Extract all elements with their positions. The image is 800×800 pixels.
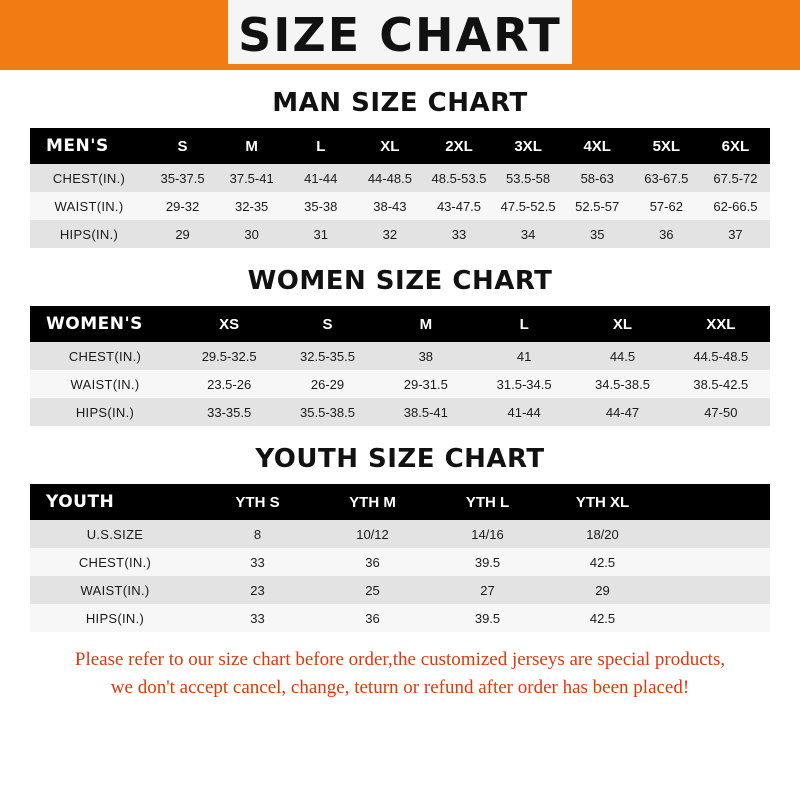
cell: 35 xyxy=(563,220,632,248)
cell: 25 xyxy=(315,576,430,604)
cell: 36 xyxy=(315,604,430,632)
cell: 26-29 xyxy=(278,370,376,398)
cell: 39.5 xyxy=(430,548,545,576)
cell: 29 xyxy=(148,220,217,248)
column-header-s: S xyxy=(278,306,376,342)
cell: 32.5-35.5 xyxy=(278,342,376,370)
row-label-chest: CHEST(IN.) xyxy=(30,548,200,576)
row-label-hips: HIPS(IN.) xyxy=(30,604,200,632)
table-row xyxy=(30,576,770,604)
cell: 37 xyxy=(701,220,770,248)
cell: 44.5-48.5 xyxy=(672,342,770,370)
cell: 29.5-32.5 xyxy=(180,342,278,370)
man-size-table xyxy=(30,128,770,248)
women-size-table xyxy=(30,306,770,426)
section-title-youth: YOUTH SIZE CHART xyxy=(255,444,545,474)
page-title: SIZE CHART xyxy=(238,8,562,62)
row-label-chest: CHEST(IN.) xyxy=(30,342,180,370)
column-header-m: M xyxy=(217,128,286,164)
column-header-s: S xyxy=(148,128,217,164)
cell: 33-35.5 xyxy=(180,398,278,426)
cell-spacer xyxy=(660,604,770,632)
cell: 52.5-57 xyxy=(563,192,632,220)
cell: 42.5 xyxy=(545,548,660,576)
table-row xyxy=(30,192,770,220)
policy-note-line-1: Please refer to our size chart before order,the customized jerseys are special products, xyxy=(74,649,726,670)
cell: 58-63 xyxy=(563,164,632,192)
policy-note xyxy=(0,646,800,701)
row-label-waist: WAIST(IN.) xyxy=(30,370,180,398)
cell: 36 xyxy=(315,548,430,576)
table-row xyxy=(30,548,770,576)
column-header-3xl: 3XL xyxy=(494,128,563,164)
cell: 67.5-72 xyxy=(701,164,770,192)
cell: 57-62 xyxy=(632,192,701,220)
cell: 8 xyxy=(200,520,315,548)
column-header-rowlabel: MEN'S xyxy=(30,128,148,164)
table-row xyxy=(30,520,770,548)
cell-spacer xyxy=(660,576,770,604)
cell: 35.5-38.5 xyxy=(278,398,376,426)
cell: 48.5-53.5 xyxy=(424,164,493,192)
cell: 38 xyxy=(377,342,475,370)
cell: 62-66.5 xyxy=(701,192,770,220)
cell: 47.5-52.5 xyxy=(494,192,563,220)
header-banner xyxy=(0,0,800,70)
cell: 38.5-41 xyxy=(377,398,475,426)
youth-size-table xyxy=(30,484,770,632)
cell: 32 xyxy=(355,220,424,248)
cell: 29-31.5 xyxy=(377,370,475,398)
row-label-chest: CHEST(IN.) xyxy=(30,164,148,192)
cell-spacer xyxy=(660,548,770,576)
column-header-2xl: 2XL xyxy=(424,128,493,164)
column-header-yth-s: YTH S xyxy=(200,484,315,520)
cell: 47-50 xyxy=(672,398,770,426)
table-row xyxy=(30,370,770,398)
cell: 53.5-58 xyxy=(494,164,563,192)
table-row xyxy=(30,604,770,632)
cell: 38-43 xyxy=(355,192,424,220)
row-label-waist: WAIST(IN.) xyxy=(30,576,200,604)
cell: 32-35 xyxy=(217,192,286,220)
cell: 44-48.5 xyxy=(355,164,424,192)
column-header-l: L xyxy=(475,306,573,342)
table-row xyxy=(30,164,770,192)
column-header-yth-m: YTH M xyxy=(315,484,430,520)
table-row xyxy=(30,398,770,426)
column-header-xs: XS xyxy=(180,306,278,342)
column-header-xl: XL xyxy=(573,306,671,342)
column-header-spacer xyxy=(660,484,770,520)
cell: 14/16 xyxy=(430,520,545,548)
column-header-m: M xyxy=(377,306,475,342)
cell: 39.5 xyxy=(430,604,545,632)
cell: 10/12 xyxy=(315,520,430,548)
cell-spacer xyxy=(660,520,770,548)
cell: 44.5 xyxy=(573,342,671,370)
cell: 27 xyxy=(430,576,545,604)
table-row xyxy=(30,220,770,248)
cell: 31 xyxy=(286,220,355,248)
cell: 37.5-41 xyxy=(217,164,286,192)
cell: 42.5 xyxy=(545,604,660,632)
cell: 34 xyxy=(494,220,563,248)
cell: 23 xyxy=(200,576,315,604)
banner-underline xyxy=(0,64,800,70)
cell: 35-37.5 xyxy=(148,164,217,192)
row-label-hips: HIPS(IN.) xyxy=(30,398,180,426)
table-header-row xyxy=(30,306,770,342)
cell: 38.5-42.5 xyxy=(672,370,770,398)
section-women xyxy=(0,266,800,426)
row-label-us-size: U.S.SIZE xyxy=(30,520,200,548)
cell: 44-47 xyxy=(573,398,671,426)
cell: 31.5-34.5 xyxy=(475,370,573,398)
column-header-rowlabel: YOUTH xyxy=(30,484,200,520)
cell: 35-38 xyxy=(286,192,355,220)
cell: 23.5-26 xyxy=(180,370,278,398)
cell: 29 xyxy=(545,576,660,604)
section-youth xyxy=(0,444,800,632)
column-header-5xl: 5XL xyxy=(632,128,701,164)
cell: 33 xyxy=(200,604,315,632)
cell: 43-47.5 xyxy=(424,192,493,220)
cell: 18/20 xyxy=(545,520,660,548)
column-header-xl: XL xyxy=(355,128,424,164)
column-header-6xl: 6XL xyxy=(701,128,770,164)
cell: 33 xyxy=(200,548,315,576)
column-header-xxl: XXL xyxy=(672,306,770,342)
table-header-row xyxy=(30,128,770,164)
cell: 29-32 xyxy=(148,192,217,220)
table-header-row xyxy=(30,484,770,520)
row-label-hips: HIPS(IN.) xyxy=(30,220,148,248)
column-header-yth-l: YTH L xyxy=(430,484,545,520)
column-header-l: L xyxy=(286,128,355,164)
cell: 33 xyxy=(424,220,493,248)
row-label-waist: WAIST(IN.) xyxy=(30,192,148,220)
cell: 41-44 xyxy=(286,164,355,192)
section-man xyxy=(0,88,800,248)
policy-note-line-2: we don't accept cancel, change, teturn or refund after order has been placed! xyxy=(110,676,690,698)
cell: 41 xyxy=(475,342,573,370)
section-title-man: MAN SIZE CHART xyxy=(272,88,528,118)
column-header-rowlabel: WOMEN'S xyxy=(30,306,180,342)
cell: 34.5-38.5 xyxy=(573,370,671,398)
column-header-4xl: 4XL xyxy=(563,128,632,164)
section-title-women: WOMEN SIZE CHART xyxy=(247,266,553,296)
table-row xyxy=(30,342,770,370)
cell: 36 xyxy=(632,220,701,248)
cell: 30 xyxy=(217,220,286,248)
column-header-yth-xl: YTH XL xyxy=(545,484,660,520)
cell: 41-44 xyxy=(475,398,573,426)
cell: 63-67.5 xyxy=(632,164,701,192)
